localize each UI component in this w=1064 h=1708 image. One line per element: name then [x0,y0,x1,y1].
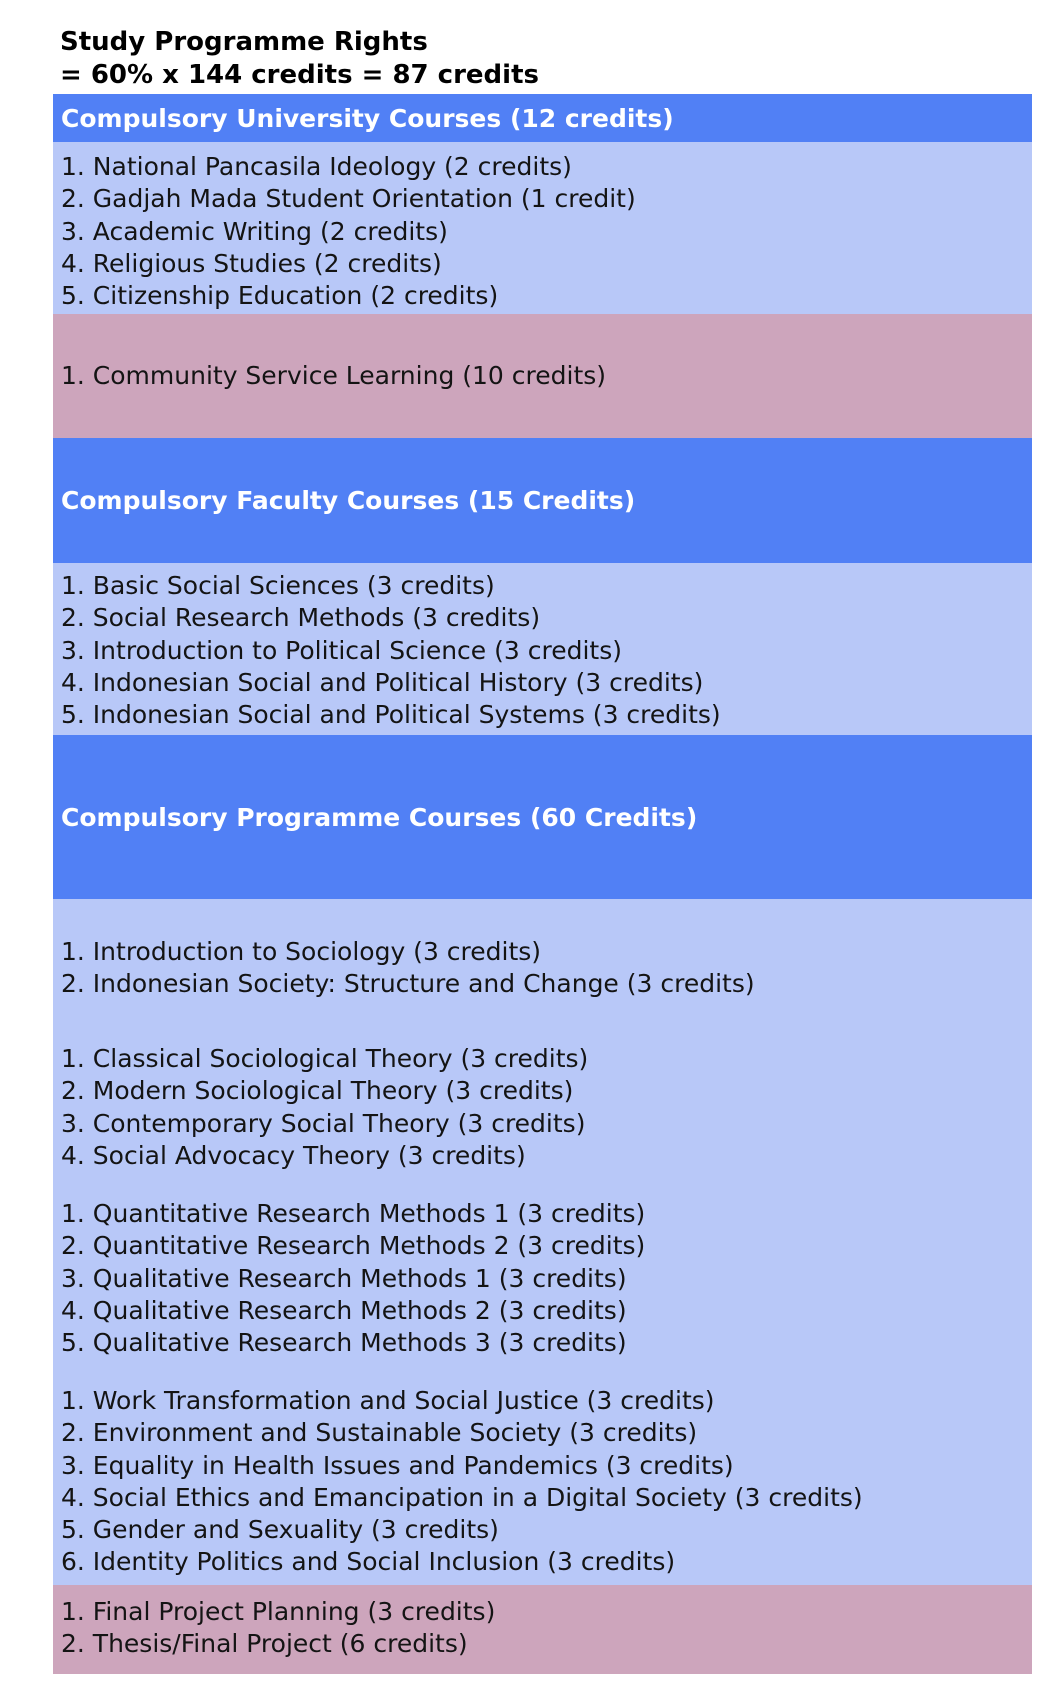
list-item: 1. Final Project Planning (3 credits) [61,1597,496,1626]
list-item: 3. Introduction to Political Science (3 credits) [61,635,622,665]
list-item: 4. Indonesian Social and Political History (3 credits) [61,667,704,697]
list-item: 1. National Pancasila Ideology (2 credits) [61,152,572,181]
course-group-thematic [61,1385,863,1579]
list-item: 5. Citizenship Education (2 credits) [61,281,499,311]
list-item: 1. Work Transformation and Social Justice (3 credits) [61,1386,715,1415]
faculty-courses-header [53,438,1032,563]
course-group-theory [61,1043,588,1172]
list-item: 5. Indonesian Social and Political Systems (3 credits) [61,700,721,730]
list-item: 5. Gender and Sexuality (3 credits) [61,1515,499,1545]
list-item: 1. Basic Social Sciences (3 credits) [61,571,495,600]
community-service-block [53,314,1032,438]
list-item: 2. Gadjah Mada Student Orientation (1 credit) [61,184,636,214]
list-item: 5. Qualitative Research Methods 3 (3 credits) [61,1328,627,1358]
list-item: 2. Social Research Methods (3 credits) [61,603,541,633]
list-item: 3. Contemporary Social Theory (3 credits) [61,1108,586,1138]
list-item: 4. Social Ethics and Emancipation in a Digital Society (3 credits) [61,1482,863,1512]
list-item: 3. Academic Writing (2 credits) [61,216,448,246]
list-item: 3. Equality in Health Issues and Pandemics (3 credits) [61,1450,734,1480]
final-project-block [53,1585,1032,1674]
list-item: 1. Introduction to Sociology (3 credits) [61,937,542,966]
page-title-line-2: = 60% x 144 credits = 87 credits [60,60,539,90]
list-item: 1. Classical Sociological Theory (3 credits) [61,1044,589,1073]
course-group-introductory [61,936,755,1001]
page-title [60,26,539,92]
list-item: 4. Religious Studies (2 credits) [61,248,442,278]
list-item: 1. Community Service Learning (10 credits) [61,361,607,390]
university-courses-list [53,142,1032,314]
list-item: 4. Qualitative Research Methods 2 (3 credits) [61,1295,627,1325]
course-group-methods [61,1198,645,1359]
faculty-courses-header-label: Compulsory Faculty Courses (15 Credits) [61,486,636,515]
programme-courses-header [53,735,1032,899]
list-item: 3. Qualitative Research Methods 1 (3 credits) [61,1263,627,1293]
programme-courses-list [53,899,1032,1585]
list-item: 2. Modern Sociological Theory (3 credits) [61,1076,574,1106]
list-item: 4. Social Advocacy Theory (3 credits) [61,1140,526,1170]
programme-courses-header-label: Compulsory Programme Courses (60 Credits) [61,802,698,832]
page-title-line-1: Study Programme Rights [60,27,428,57]
list-item: 6. Identity Politics and Social Inclusion (3 credits) [61,1547,676,1577]
faculty-courses-list [53,563,1032,735]
list-item: 2. Thesis/Final Project (6 credits) [61,1629,468,1659]
list-item: 2. Indonesian Society: Structure and Change (3 credits) [61,969,755,999]
university-courses-header [53,94,1032,142]
list-item: 2. Quantitative Research Methods 2 (3 credits) [61,1231,646,1261]
list-item: 1. Quantitative Research Methods 1 (3 credits) [61,1199,646,1228]
list-item: 2. Environment and Sustainable Society (3 credits) [61,1418,698,1448]
university-courses-header-label: Compulsory University Courses (12 credits) [61,103,674,133]
